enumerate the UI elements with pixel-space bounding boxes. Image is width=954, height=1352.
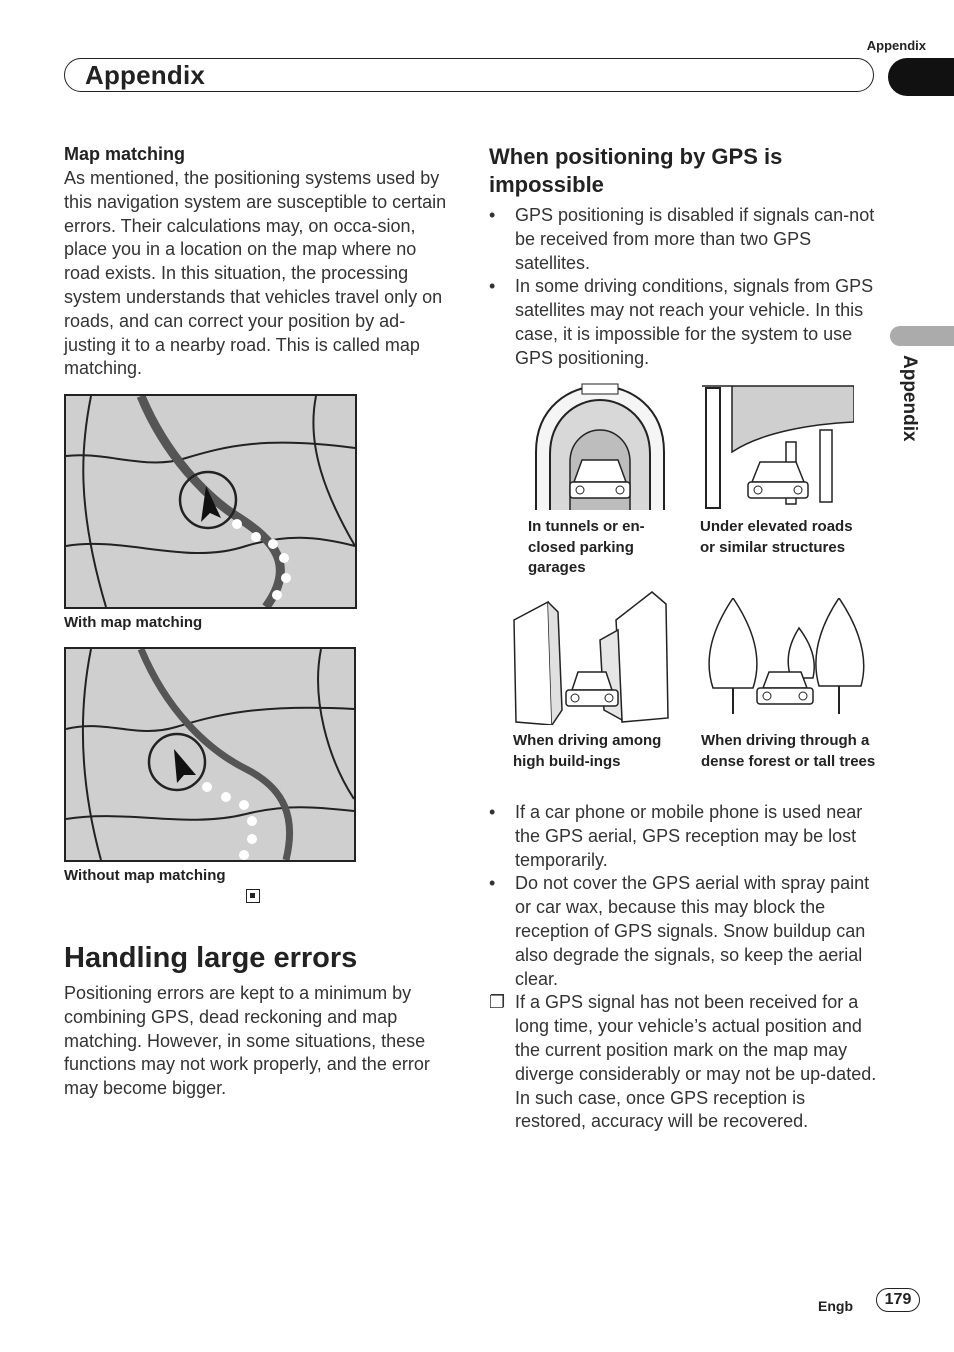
- caption-high-buildings: When driving among high build-ings: [513, 732, 662, 770]
- forest-icon: [703, 598, 869, 718]
- caption-tunnels: In tunnels or en-closed parking garages: [528, 518, 645, 576]
- map-matching-body-block: [64, 167, 454, 381]
- forest-car-illustration: [703, 598, 869, 718]
- list-item: • Do not cover the GPS aerial with spray paint or car wax, because this may block the reception of GPS signals. Snow buildup can also degrade the signals, so keep the aerial clear.: [489, 873, 870, 989]
- tunnel-car-illustration: [530, 382, 670, 510]
- gps-impossible-heading: When positioning by GPS is impossible: [489, 144, 783, 197]
- map-without-matching-figure: [64, 647, 356, 862]
- section-title-bar: [64, 58, 874, 92]
- caption-without-map-matching: Without map matching: [64, 867, 226, 884]
- section-end-icon: [246, 889, 260, 903]
- note-checkbox-icon: ❐: [489, 992, 506, 1013]
- list-item: • If a car phone or mobile phone is used near the GPS aerial, GPS reception may be lost temporarily.: [489, 802, 863, 870]
- side-tab-label: Appendix: [899, 355, 920, 442]
- language-code: Engb: [818, 1298, 853, 1314]
- side-tab-marker: [890, 326, 954, 346]
- note-item: ❐ If a GPS signal has not been received for a long time, your vehicle’s actual position and the current position mark on the map may diverge considerably or may not be up-dated. In such case, once GPS reception is restored, accuracy will be recovered.: [489, 992, 877, 1132]
- high-buildings-car-illustration: [512, 590, 670, 725]
- section-title: Appendix: [85, 60, 206, 90]
- caption-with-map-matching: With map matching: [64, 614, 203, 631]
- list-item: • GPS positioning is disabled if signals can-not be received from more than two GPS satellites.: [489, 205, 875, 273]
- top-section-label: Appendix: [866, 38, 926, 53]
- map-with-matching-icon: [66, 396, 355, 607]
- gps-bullets-bottom: [489, 801, 879, 1134]
- caption-dense-forest: When driving through a dense forest or tall trees: [701, 732, 876, 770]
- elevated-road-car-illustration: [702, 382, 854, 510]
- map-with-matching-figure: [64, 394, 357, 609]
- caption-elevated-roads: Under elevated roads or similar structures: [700, 518, 853, 556]
- section-tab-marker: [888, 58, 954, 96]
- large-errors-heading: Handling large errors: [64, 942, 358, 974]
- list-item: • In some driving conditions, signals from GPS satellites may not reach your vehicle. In this case, it is impossible for the system to use GPS positioning.: [489, 276, 874, 368]
- tunnel-icon: [530, 382, 670, 510]
- gps-bullets-top: [489, 204, 879, 371]
- elevated-road-icon: [702, 382, 854, 510]
- large-errors-body-block: [64, 982, 454, 1101]
- map-matching-heading: Map matching: [64, 144, 186, 164]
- map-matching-body: As mentioned, the positioning systems used by this navigation system are susceptible to certain errors. Their calculations may, on occa-sion, place you in a location on the map where no road exists. In this situation, the processing system understands that vehicles travel only on roads, and can correct your position by ad-justing it to a nearby road. This is called map matching.: [64, 168, 447, 379]
- page-number: 179: [876, 1288, 920, 1312]
- large-errors-body: Positioning errors are kept to a minimum by combining GPS, dead reckoning and map matching. However, in some situations, these functions may not work properly, and the error may become bigger.: [64, 983, 430, 1099]
- high-buildings-icon: [512, 590, 670, 725]
- map-without-matching-icon: [66, 649, 354, 860]
